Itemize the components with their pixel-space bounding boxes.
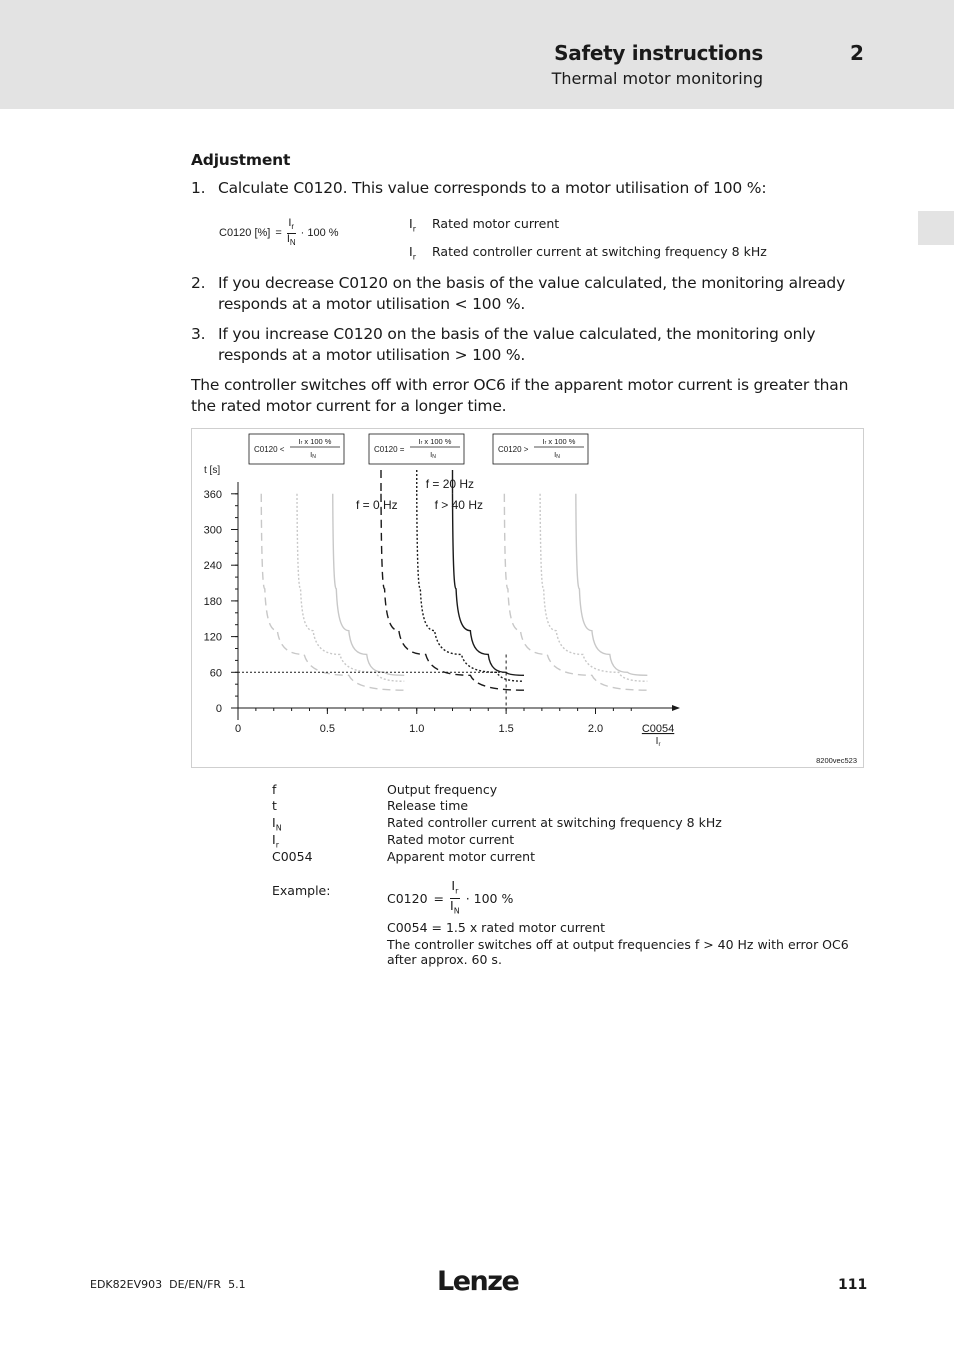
list-item-text: Calculate C0120. This value corresponds to a motor utilisation of 100 %: [218, 179, 767, 197]
y-tick-label: 180 [203, 595, 222, 608]
switch-off-paragraph: The controller switches off with error OC6 if the apparent motor current is greater than the rated motor current for a longer time. [191, 376, 849, 415]
subsection-title: Thermal motor monitoring [551, 69, 763, 88]
section-title: Safety instructions [554, 41, 763, 65]
formula-numerator: I [288, 217, 292, 230]
legend-text: Apparent motor current [387, 849, 536, 864]
release-time-chart [193, 430, 862, 766]
example-line: The controller switches off at output frequencies f > 40 Hz with error OC6 after approx. 60 s. [387, 937, 849, 967]
y-tick-label: 120 [203, 631, 222, 644]
condition-denominator: IN [310, 450, 316, 460]
list-item-text: If you increase C0120 on the basis of the value calculated, the monitoring only responds at a motor utilisation > 100 %. [218, 325, 816, 364]
formula-legend-symbol: $I_r$ [409, 244, 416, 262]
annotation-f20: f = 20 Hz [425, 477, 475, 491]
legend-text: Output frequency [387, 782, 498, 797]
formula-denominator-sub: N [289, 237, 296, 247]
curve-gray-solid [576, 494, 648, 675]
x-axis-label-denominator: $I_r$ [655, 736, 661, 748]
lenze-logo: Lenze [437, 1266, 519, 1297]
x-tick-label: 2.0 [587, 723, 604, 735]
legend-symbol: $I_N$ [272, 815, 282, 833]
list-number: 3. [191, 325, 206, 343]
x-axis-label: C0054 [641, 723, 675, 735]
legend-text: Rated controller current at switching frequency 8 kHz [387, 815, 722, 830]
formula-denominator: I [286, 232, 290, 245]
y-axis-label: t [s] [204, 465, 221, 476]
header-band [0, 0, 954, 109]
c0120-formula [219, 218, 339, 248]
formula-numerator-sub: r [291, 222, 295, 232]
annotation-f40: f > 40 Hz [434, 498, 483, 512]
y-tick-label: 360 [203, 488, 222, 501]
list-number: 1. [191, 179, 206, 197]
example-factor: · 100 % [465, 890, 514, 906]
formula-legend-text: Rated controller current at switching frequency 8 kHz [432, 244, 767, 259]
formula-legend-text: Rated motor current [432, 216, 560, 231]
chapter-tab-marker [918, 211, 954, 245]
legend-text: Rated motor current [387, 832, 515, 847]
example-line: C0054 = 1.5 x rated motor current [387, 920, 606, 935]
legend-symbol: f [272, 782, 277, 797]
formula-fraction [287, 218, 296, 247]
condition-numerator: Ir x 100 % [418, 437, 452, 446]
x-tick-label: 0 [234, 723, 242, 735]
annotation-f0: f = 0 Hz [355, 498, 398, 512]
legend-symbol: t [272, 798, 277, 813]
list-number: 2. [191, 274, 206, 292]
adjustment-heading: Adjustment [191, 151, 291, 169]
document-code: EDK82EV903 DE/EN/FR 5.1 [90, 1278, 246, 1291]
formula-lhs: C0120 [%] [219, 227, 271, 239]
formula-factor: · 100 % [300, 227, 339, 239]
list-item-text: If you decrease C0120 on the basis of the value calculated, the monitoring already responds at a motor utilisation < 100 %. [218, 274, 846, 313]
curve-gray-dotted [297, 494, 404, 681]
legend-symbol: C0054 [272, 849, 313, 864]
x-tick-label: 0.5 [319, 723, 336, 735]
y-tick-label: 300 [203, 524, 222, 537]
example-equals: = [433, 890, 445, 906]
condition-lhs: C0120 > [498, 445, 529, 454]
x-tick-label: 1.5 [498, 723, 514, 735]
y-tick-label: 0 [215, 703, 222, 715]
page-number: 111 [838, 1277, 868, 1293]
x-tick-label: 1.0 [409, 723, 425, 735]
example-lhs: C0120 [387, 890, 428, 906]
example-label: Example: [272, 883, 331, 898]
condition-numerator: Ir x 100 % [298, 437, 332, 446]
curve-main-dotted [417, 494, 524, 681]
condition-numerator: Ir x 100 % [542, 437, 576, 446]
condition-denominator: IN [430, 450, 436, 460]
curve-gray-solid [333, 494, 405, 675]
formula-equals: = [275, 227, 282, 239]
legend-text: Release time [387, 798, 469, 813]
section-number: 2 [850, 41, 864, 65]
example-formula [387, 878, 514, 915]
condition-lhs: C0120 < [254, 445, 285, 454]
curve-main-solid [453, 494, 525, 675]
condition-denominator: IN [554, 450, 560, 460]
y-tick-label: 60 [209, 667, 222, 680]
curve-gray-dotted [540, 494, 647, 681]
example-fraction: $\frac{I_r}{I_N}$ [450, 878, 460, 915]
legend-symbol: $I_r$ [272, 832, 279, 850]
figure-id: 8200vec523 [816, 756, 857, 765]
y-tick-label: 240 [203, 560, 222, 573]
formula-legend-symbol: $I_r$ [409, 216, 416, 234]
condition-lhs: C0120 = [374, 445, 405, 454]
